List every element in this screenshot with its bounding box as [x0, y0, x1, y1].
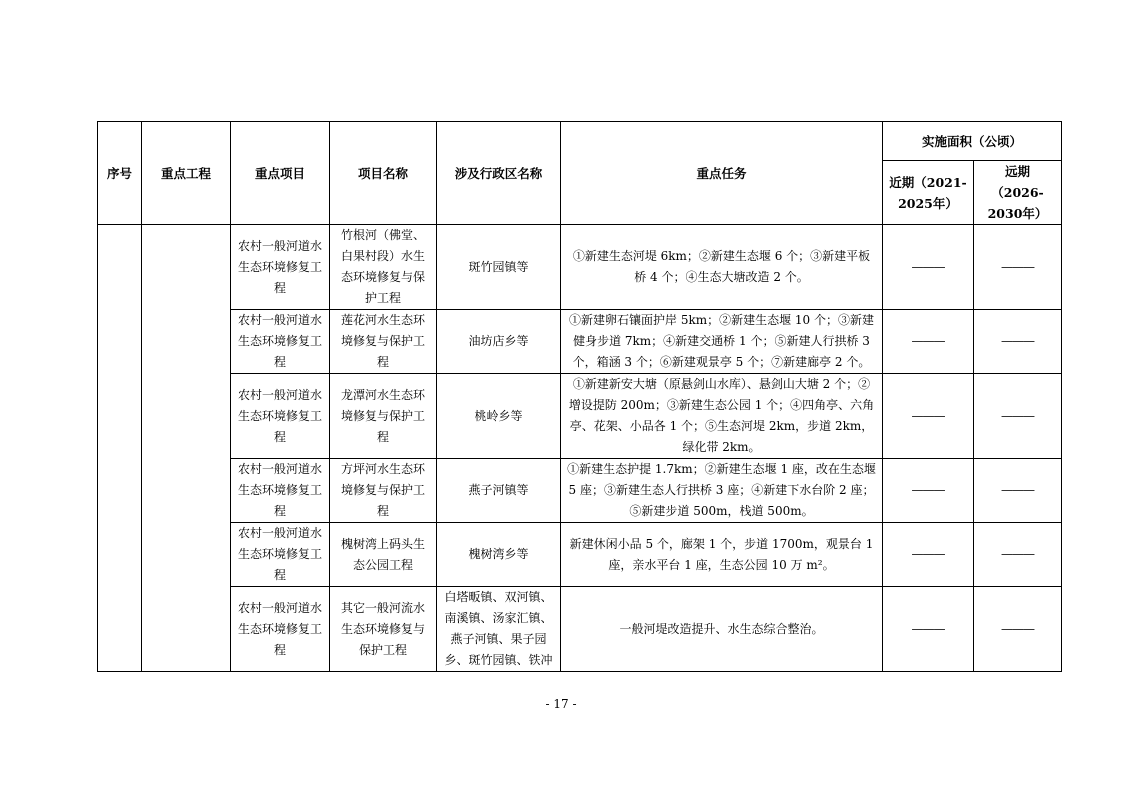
near-cell: ———	[883, 459, 974, 523]
task-cell: ①新建生态河堤 6km；②新建生态堰 6 个；③新建平板桥 4 个；④生态大塘改造 2 个。	[561, 225, 883, 310]
header-task: 重点任务	[561, 122, 883, 225]
task-cell: 新建休闲小品 5 个，廊架 1 个，步道 1700m，观景台 1 座，亲水平台 1 座，生态公园 10 万 m²。	[561, 523, 883, 587]
project-name-cell: 方坪河水生态环境修复与保护工程	[330, 459, 437, 523]
near-cell: ———	[883, 225, 974, 310]
task-cell: ①新建卵石镶面护岸 5km；②新建生态堰 10 个；③新建健身步道 7km；④新建交通桥 1 个；⑤新建人行拱桥 3 个，箱涵 3 个；⑥新建观景亭 5 个；⑦新建廊亭 2 个。	[561, 310, 883, 374]
key-project-cell	[142, 225, 231, 672]
table-row	[98, 459, 1062, 523]
header-project-name: 项目名称	[330, 122, 437, 225]
key-item-cell: 农村一般河道水生态环境修复工程	[231, 587, 330, 672]
region-cell: 桃岭乡等	[437, 374, 561, 459]
far-cell: ———	[974, 310, 1062, 374]
near-cell: ———	[883, 523, 974, 587]
header-key-item: 重点项目	[231, 122, 330, 225]
header-key-project: 重点工程	[142, 122, 231, 225]
far-cell: ———	[974, 374, 1062, 459]
region-cell: 燕子河镇等	[437, 459, 561, 523]
region-cell: 白塔畈镇、双河镇、南溪镇、汤家汇镇、燕子河镇、果子园乡、斑竹园镇、铁冲	[437, 587, 561, 672]
near-cell: ———	[883, 374, 974, 459]
project-name-cell: 其它一般河流水生态环境修复与保护工程	[330, 587, 437, 672]
header-region: 涉及行政区名称	[437, 122, 561, 225]
header-area: 实施面积（公顷）	[883, 122, 1062, 161]
far-cell: ———	[974, 225, 1062, 310]
key-item-cell: 农村一般河道水生态环境修复工程	[231, 459, 330, 523]
region-cell: 油坊店乡等	[437, 310, 561, 374]
near-cell: ———	[883, 310, 974, 374]
page-number: - 17 -	[545, 697, 577, 711]
table-row	[98, 225, 1062, 310]
near-cell: ———	[883, 587, 974, 672]
task-cell: ①新建生态护提 1.7km；②新建生态堰 1 座，改在生态堰 5 座；③新建生态人行拱桥 3 座；④新建下水台阶 2 座；⑤新建步道 500m，栈道 500m。	[561, 459, 883, 523]
far-cell: ———	[974, 459, 1062, 523]
key-item-cell: 农村一般河道水生态环境修复工程	[231, 523, 330, 587]
task-cell: ①新建新安大塘（原悬剑山水库）、悬剑山大塘 2 个；②增设提防 200m；③新建生态公园 1 个；④四角亭、六角亭、花架、小品各 1 个；⑤生态河堤 2km，步道 2km，绿化带 2km。	[561, 374, 883, 459]
region-cell: 斑竹园镇等	[437, 225, 561, 310]
table-row	[98, 587, 1062, 672]
table-row	[98, 523, 1062, 587]
region-cell: 槐树湾乡等	[437, 523, 561, 587]
project-name-cell: 莲花河水生态环境修复与保护工程	[330, 310, 437, 374]
project-table	[97, 121, 1062, 672]
header-seq: 序号	[98, 122, 142, 225]
far-cell: ———	[974, 523, 1062, 587]
key-item-cell: 农村一般河道水生态环境修复工程	[231, 374, 330, 459]
header-near: 近期（2021-2025年）	[883, 161, 974, 225]
far-cell: ———	[974, 587, 1062, 672]
header-far: 远期（2026-2030年）	[974, 161, 1062, 225]
table-row	[98, 374, 1062, 459]
project-name-cell: 龙潭河水生态环境修复与保护工程	[330, 374, 437, 459]
project-name-cell: 槐树湾上码头生态公园工程	[330, 523, 437, 587]
table-row	[98, 310, 1062, 374]
key-item-cell: 农村一般河道水生态环境修复工程	[231, 225, 330, 310]
task-cell: 一般河堤改造提升、水生态综合整治。	[561, 587, 883, 672]
key-item-cell: 农村一般河道水生态环境修复工程	[231, 310, 330, 374]
seq-cell	[98, 225, 142, 672]
project-name-cell: 竹根河（佛堂、白果村段）水生态环境修复与保护工程	[330, 225, 437, 310]
